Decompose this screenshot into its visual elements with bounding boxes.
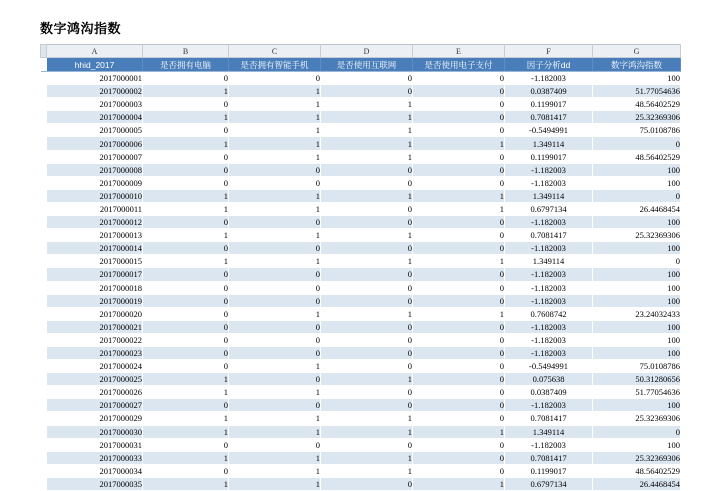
cell-has-smartphone[interactable]: 1 (229, 111, 321, 124)
cell-hhid[interactable]: 2017000030 (47, 425, 143, 438)
table-row[interactable] (41, 85, 681, 98)
cell-factor-dd[interactable]: 0.7081417 (505, 229, 593, 242)
cell-digital-divide-index[interactable]: 26.4468454 (593, 202, 681, 215)
table-row[interactable] (41, 124, 681, 137)
cell-has-smartphone[interactable]: 1 (229, 189, 321, 202)
cell-has-computer[interactable]: 0 (143, 268, 229, 281)
cell-uses-epayment[interactable]: 0 (413, 98, 505, 111)
cell-has-smartphone[interactable]: 0 (229, 281, 321, 294)
table-row[interactable] (41, 320, 681, 333)
table-row[interactable] (41, 477, 681, 490)
cell-has-smartphone[interactable]: 0 (229, 320, 321, 333)
cell-has-smartphone[interactable]: 1 (229, 150, 321, 163)
cell-digital-divide-index[interactable]: 100 (593, 216, 681, 229)
cell-uses-internet[interactable]: 1 (321, 189, 413, 202)
cell-hhid[interactable]: 2017000020 (47, 307, 143, 320)
cell-has-computer[interactable]: 0 (143, 307, 229, 320)
cell-hhid[interactable]: 2017000021 (47, 320, 143, 333)
table-row[interactable] (41, 373, 681, 386)
cell-digital-divide-index[interactable]: 25.32369306 (593, 111, 681, 124)
cell-hhid[interactable]: 2017000008 (47, 163, 143, 176)
cell-has-computer[interactable]: 1 (143, 255, 229, 268)
cell-uses-epayment[interactable]: 0 (413, 242, 505, 255)
cell-has-computer[interactable]: 0 (143, 346, 229, 359)
table-row[interactable] (41, 307, 681, 320)
cell-hhid[interactable]: 2017000022 (47, 333, 143, 346)
cell-factor-dd[interactable]: 1.349114 (505, 189, 593, 202)
cell-factor-dd[interactable]: 0.6797134 (505, 477, 593, 490)
cell-has-computer[interactable]: 0 (143, 124, 229, 137)
cell-has-computer[interactable]: 0 (143, 281, 229, 294)
cell-uses-internet[interactable]: 0 (321, 281, 413, 294)
cell-hhid[interactable]: 2017000025 (47, 373, 143, 386)
cell-has-smartphone[interactable]: 0 (229, 216, 321, 229)
header-uses-epayment: 是否使用电子支付 (413, 58, 505, 72)
cell-digital-divide-index[interactable]: 48.56402529 (593, 98, 681, 111)
cell-has-computer[interactable]: 1 (143, 477, 229, 490)
table-row[interactable] (41, 98, 681, 111)
cell-hhid[interactable]: 2017000031 (47, 438, 143, 451)
cell-factor-dd[interactable]: 1.349114 (505, 255, 593, 268)
cell-uses-epayment[interactable]: 0 (413, 229, 505, 242)
cell-factor-dd[interactable]: -1.182003 (505, 320, 593, 333)
cell-has-smartphone[interactable]: 0 (229, 294, 321, 307)
cell-uses-internet[interactable]: 0 (321, 85, 413, 98)
cell-uses-epayment[interactable]: 0 (413, 268, 505, 281)
table-row[interactable] (41, 294, 681, 307)
cell-digital-divide-index[interactable]: 48.56402529 (593, 150, 681, 163)
cell-has-smartphone[interactable]: 0 (229, 163, 321, 176)
cell-digital-divide-index[interactable]: 25.32369306 (593, 451, 681, 464)
cell-uses-epayment[interactable]: 0 (413, 320, 505, 333)
cell-has-computer[interactable]: 1 (143, 111, 229, 124)
cell-uses-internet[interactable]: 1 (321, 425, 413, 438)
cell-factor-dd[interactable]: 1.349114 (505, 425, 593, 438)
spreadsheet (40, 44, 680, 491)
cell-hhid[interactable]: 2017000029 (47, 412, 143, 425)
cell-has-computer[interactable]: 0 (143, 333, 229, 346)
cell-uses-epayment[interactable]: 0 (413, 85, 505, 98)
table-row[interactable] (41, 229, 681, 242)
cell-hhid[interactable]: 2017000026 (47, 386, 143, 399)
cell-has-smartphone[interactable]: 1 (229, 386, 321, 399)
cell-uses-internet[interactable]: 0 (321, 202, 413, 215)
table-row[interactable] (41, 189, 681, 202)
cell-uses-epayment[interactable]: 0 (413, 111, 505, 124)
cell-uses-internet[interactable]: 0 (321, 294, 413, 307)
cell-uses-epayment[interactable]: 1 (413, 477, 505, 490)
cell-has-computer[interactable]: 1 (143, 229, 229, 242)
cell-digital-divide-index[interactable]: 23.24032433 (593, 307, 681, 320)
table-row[interactable] (41, 333, 681, 346)
cell-has-computer[interactable]: 0 (143, 150, 229, 163)
cell-uses-epayment[interactable]: 0 (413, 163, 505, 176)
cell-hhid[interactable]: 2017000024 (47, 360, 143, 373)
cell-hhid[interactable]: 2017000014 (47, 242, 143, 255)
table-row[interactable] (41, 464, 681, 477)
cell-uses-internet[interactable]: 1 (321, 255, 413, 268)
cell-digital-divide-index[interactable]: 50.31280656 (593, 373, 681, 386)
cell-has-smartphone[interactable]: 1 (229, 202, 321, 215)
column-header-e[interactable]: E (413, 45, 505, 58)
cell-has-smartphone[interactable]: 1 (229, 307, 321, 320)
table-row[interactable] (41, 268, 681, 281)
cell-has-smartphone[interactable]: 0 (229, 373, 321, 386)
cell-has-computer[interactable]: 0 (143, 464, 229, 477)
table-header-row (41, 58, 681, 72)
cell-uses-internet[interactable]: 0 (321, 320, 413, 333)
column-header-f[interactable]: F (505, 45, 593, 58)
cell-uses-epayment[interactable]: 0 (413, 216, 505, 229)
cell-digital-divide-index[interactable]: 100 (593, 242, 681, 255)
cell-has-smartphone[interactable]: 0 (229, 176, 321, 189)
cell-uses-epayment[interactable]: 0 (413, 176, 505, 189)
column-header-g[interactable]: G (593, 45, 681, 58)
cell-has-smartphone[interactable]: 0 (229, 333, 321, 346)
cell-digital-divide-index[interactable]: 0 (593, 255, 681, 268)
cell-digital-divide-index[interactable]: 100 (593, 438, 681, 451)
cell-uses-internet[interactable]: 1 (321, 124, 413, 137)
cell-uses-internet[interactable]: 1 (321, 307, 413, 320)
cell-uses-epayment[interactable]: 0 (413, 281, 505, 294)
cell-has-computer[interactable]: 0 (143, 98, 229, 111)
cell-uses-epayment[interactable]: 0 (413, 346, 505, 359)
cell-digital-divide-index[interactable]: 100 (593, 281, 681, 294)
cell-uses-epayment[interactable]: 0 (413, 72, 505, 85)
header-has-computer: 是否拥有电脑 (143, 58, 229, 72)
table-row[interactable] (41, 255, 681, 268)
cell-hhid[interactable]: 2017000012 (47, 216, 143, 229)
cell-has-computer[interactable]: 1 (143, 202, 229, 215)
cell-has-smartphone[interactable]: 0 (229, 72, 321, 85)
cell-uses-epayment[interactable]: 0 (413, 464, 505, 477)
cell-factor-dd[interactable]: 0.6797134 (505, 202, 593, 215)
cell-has-computer[interactable]: 1 (143, 425, 229, 438)
cell-hhid[interactable]: 2017000018 (47, 281, 143, 294)
cell-has-smartphone[interactable]: 1 (229, 412, 321, 425)
cell-uses-internet[interactable]: 0 (321, 268, 413, 281)
cell-factor-dd[interactable]: -1.182003 (505, 346, 593, 359)
cell-uses-internet[interactable]: 1 (321, 373, 413, 386)
cell-has-smartphone[interactable]: 1 (229, 255, 321, 268)
cell-hhid[interactable]: 2017000027 (47, 399, 143, 412)
cell-has-smartphone[interactable]: 1 (229, 229, 321, 242)
table-row[interactable] (41, 216, 681, 229)
cell-factor-dd[interactable]: -1.182003 (505, 333, 593, 346)
cell-has-smartphone[interactable]: 0 (229, 399, 321, 412)
cell-uses-epayment[interactable]: 0 (413, 386, 505, 399)
table-row[interactable] (41, 242, 681, 255)
cell-hhid[interactable]: 2017000015 (47, 255, 143, 268)
cell-uses-epayment[interactable]: 0 (413, 438, 505, 451)
cell-uses-internet[interactable]: 1 (321, 150, 413, 163)
cell-has-smartphone[interactable]: 0 (229, 242, 321, 255)
cell-has-computer[interactable]: 1 (143, 189, 229, 202)
cell-uses-epayment[interactable]: 0 (413, 150, 505, 163)
table-row[interactable] (41, 111, 681, 124)
cell-digital-divide-index[interactable]: 25.32369306 (593, 229, 681, 242)
header-factor-dd: 因子分析dd (505, 58, 593, 72)
cell-has-smartphone[interactable]: 0 (229, 346, 321, 359)
cell-hhid[interactable]: 2017000013 (47, 229, 143, 242)
cell-uses-internet[interactable]: 0 (321, 399, 413, 412)
cell-digital-divide-index[interactable]: 51.77054636 (593, 85, 681, 98)
table-row[interactable] (41, 346, 681, 359)
cell-has-computer[interactable]: 1 (143, 137, 229, 150)
cell-has-computer[interactable]: 1 (143, 373, 229, 386)
cell-digital-divide-index[interactable]: 100 (593, 176, 681, 189)
cell-uses-internet[interactable]: 0 (321, 72, 413, 85)
cell-factor-dd[interactable]: -1.182003 (505, 268, 593, 281)
cell-uses-internet[interactable]: 1 (321, 98, 413, 111)
cell-factor-dd[interactable]: 0.7081417 (505, 412, 593, 425)
cell-has-smartphone[interactable]: 1 (229, 477, 321, 490)
cell-digital-divide-index[interactable]: 0 (593, 425, 681, 438)
cell-uses-internet[interactable]: 1 (321, 137, 413, 150)
cell-hhid[interactable]: 2017000017 (47, 268, 143, 281)
cell-uses-epayment[interactable]: 1 (413, 425, 505, 438)
cell-uses-epayment[interactable]: 0 (413, 399, 505, 412)
header-uses-internet: 是否使用互联网 (321, 58, 413, 72)
cell-digital-divide-index[interactable]: 75.0108786 (593, 360, 681, 373)
cell-factor-dd[interactable]: -0.5494991 (505, 360, 593, 373)
cell-has-smartphone[interactable]: 1 (229, 137, 321, 150)
spreadsheet-table (40, 44, 681, 491)
table-row[interactable] (41, 412, 681, 425)
cell-has-computer[interactable]: 0 (143, 176, 229, 189)
cell-digital-divide-index[interactable]: 51.77054636 (593, 386, 681, 399)
cell-has-smartphone[interactable]: 1 (229, 464, 321, 477)
cell-factor-dd[interactable]: -1.182003 (505, 72, 593, 85)
cell-has-smartphone[interactable]: 0 (229, 268, 321, 281)
cell-has-computer[interactable]: 0 (143, 216, 229, 229)
cell-uses-epayment[interactable]: 1 (413, 202, 505, 215)
cell-factor-dd[interactable]: -1.182003 (505, 176, 593, 189)
cell-digital-divide-index[interactable]: 100 (593, 294, 681, 307)
table-row[interactable] (41, 360, 681, 373)
cell-uses-epayment[interactable]: 0 (413, 124, 505, 137)
cell-uses-internet[interactable]: 0 (321, 333, 413, 346)
cell-has-computer[interactable]: 0 (143, 242, 229, 255)
cell-has-smartphone[interactable]: 1 (229, 124, 321, 137)
column-header-b[interactable]: B (143, 45, 229, 58)
cell-uses-internet[interactable]: 0 (321, 438, 413, 451)
cell-uses-internet[interactable]: 1 (321, 451, 413, 464)
cell-factor-dd[interactable]: -1.182003 (505, 399, 593, 412)
cell-hhid[interactable]: 2017000009 (47, 176, 143, 189)
cell-uses-internet[interactable]: 1 (321, 464, 413, 477)
cell-hhid[interactable]: 2017000007 (47, 150, 143, 163)
cell-has-computer[interactable]: 0 (143, 72, 229, 85)
cell-hhid[interactable]: 2017000003 (47, 98, 143, 111)
cell-hhid[interactable]: 2017000034 (47, 464, 143, 477)
cell-uses-epayment[interactable]: 0 (413, 294, 505, 307)
cell-factor-dd[interactable]: -0.5494991 (505, 124, 593, 137)
cell-factor-dd[interactable]: 0.7608742 (505, 307, 593, 320)
cell-digital-divide-index[interactable]: 100 (593, 333, 681, 346)
cell-uses-internet[interactable]: 1 (321, 111, 413, 124)
cell-uses-epayment[interactable]: 1 (413, 137, 505, 150)
cell-hhid[interactable]: 2017000033 (47, 451, 143, 464)
cell-digital-divide-index[interactable]: 48.56402529 (593, 464, 681, 477)
cell-digital-divide-index[interactable]: 100 (593, 163, 681, 176)
header-digital-divide-index: 数字鸿沟指数 (593, 58, 681, 72)
table-row[interactable] (41, 202, 681, 215)
cell-has-computer[interactable]: 0 (143, 438, 229, 451)
cell-factor-dd[interactable]: 0.1199017 (505, 464, 593, 477)
cell-uses-epayment[interactable]: 1 (413, 307, 505, 320)
spreadsheet-body (41, 45, 681, 491)
cell-hhid[interactable]: 2017000004 (47, 111, 143, 124)
column-letter-row (41, 45, 681, 58)
header-hhid: hhid_2017 (47, 58, 143, 72)
cell-factor-dd[interactable]: -1.182003 (505, 438, 593, 451)
cell-hhid[interactable]: 2017000023 (47, 346, 143, 359)
table-row[interactable] (41, 137, 681, 150)
cell-hhid[interactable]: 2017000035 (47, 477, 143, 490)
cell-has-smartphone[interactable]: 1 (229, 98, 321, 111)
cell-digital-divide-index[interactable]: 0 (593, 189, 681, 202)
page-title: 数字鸿沟指数 (40, 21, 122, 36)
cell-has-smartphone[interactable]: 0 (229, 438, 321, 451)
cell-factor-dd[interactable]: -1.182003 (505, 281, 593, 294)
cell-uses-epayment[interactable]: 0 (413, 412, 505, 425)
cell-has-computer[interactable]: 0 (143, 399, 229, 412)
cell-uses-internet[interactable]: 0 (321, 477, 413, 490)
cell-uses-epayment[interactable]: 0 (413, 360, 505, 373)
cell-digital-divide-index[interactable]: 100 (593, 346, 681, 359)
cell-digital-divide-index[interactable]: 100 (593, 268, 681, 281)
cell-has-computer[interactable]: 0 (143, 163, 229, 176)
cell-digital-divide-index[interactable]: 100 (593, 320, 681, 333)
table-row[interactable] (41, 386, 681, 399)
cell-uses-epayment[interactable]: 0 (413, 451, 505, 464)
cell-uses-internet[interactable]: 0 (321, 360, 413, 373)
cell-has-computer[interactable]: 1 (143, 85, 229, 98)
cell-factor-dd[interactable]: 0.1199017 (505, 150, 593, 163)
cell-has-computer[interactable]: 0 (143, 360, 229, 373)
table-row[interactable] (41, 176, 681, 189)
cell-uses-internet[interactable]: 0 (321, 386, 413, 399)
cell-hhid[interactable]: 2017000005 (47, 124, 143, 137)
cell-has-computer[interactable]: 1 (143, 412, 229, 425)
cell-factor-dd[interactable]: -1.182003 (505, 163, 593, 176)
table-row[interactable] (41, 425, 681, 438)
cell-has-smartphone[interactable]: 1 (229, 85, 321, 98)
cell-factor-dd[interactable]: 0.7081417 (505, 111, 593, 124)
column-header-a[interactable]: A (47, 45, 143, 58)
cell-factor-dd[interactable]: -1.182003 (505, 242, 593, 255)
cell-hhid[interactable]: 2017000019 (47, 294, 143, 307)
table-row[interactable] (41, 150, 681, 163)
cell-hhid[interactable]: 2017000002 (47, 85, 143, 98)
cell-factor-dd[interactable]: 1.349114 (505, 137, 593, 150)
cell-digital-divide-index[interactable]: 0 (593, 137, 681, 150)
table-row[interactable] (41, 163, 681, 176)
cell-uses-internet[interactable]: 1 (321, 229, 413, 242)
cell-digital-divide-index[interactable]: 100 (593, 72, 681, 85)
cell-uses-epayment[interactable]: 1 (413, 189, 505, 202)
cell-factor-dd[interactable]: 0.0387409 (505, 386, 593, 399)
cell-uses-internet[interactable]: 0 (321, 346, 413, 359)
cell-uses-internet[interactable]: 0 (321, 163, 413, 176)
table-row[interactable] (41, 399, 681, 412)
cell-uses-epayment[interactable]: 0 (413, 373, 505, 386)
cell-digital-divide-index[interactable]: 75.0108786 (593, 124, 681, 137)
cell-digital-divide-index[interactable]: 100 (593, 399, 681, 412)
cell-has-computer[interactable]: 0 (143, 320, 229, 333)
cell-factor-dd[interactable]: -1.182003 (505, 216, 593, 229)
cell-factor-dd[interactable]: 0.1199017 (505, 98, 593, 111)
cell-factor-dd[interactable]: 0.7081417 (505, 451, 593, 464)
table-row[interactable] (41, 451, 681, 464)
cell-factor-dd[interactable]: -1.182003 (505, 294, 593, 307)
cell-hhid[interactable]: 2017000001 (47, 72, 143, 85)
cell-has-computer[interactable]: 1 (143, 386, 229, 399)
cell-factor-dd[interactable]: 0.075638 (505, 373, 593, 386)
cell-uses-internet[interactable]: 1 (321, 412, 413, 425)
cell-uses-internet[interactable]: 0 (321, 216, 413, 229)
table-row[interactable] (41, 281, 681, 294)
header-has-smartphone: 是否拥有智能手机 (229, 58, 321, 72)
cell-has-smartphone[interactable]: 1 (229, 360, 321, 373)
column-header-c[interactable]: C (229, 45, 321, 58)
cell-has-computer[interactable]: 0 (143, 294, 229, 307)
cell-digital-divide-index[interactable]: 26.4468454 (593, 477, 681, 490)
cell-hhid[interactable]: 2017000011 (47, 202, 143, 215)
cell-has-smartphone[interactable]: 1 (229, 425, 321, 438)
cell-uses-epayment[interactable]: 0 (413, 333, 505, 346)
cell-has-computer[interactable]: 1 (143, 451, 229, 464)
column-header-d[interactable]: D (321, 45, 413, 58)
cell-has-smartphone[interactable]: 1 (229, 451, 321, 464)
table-row[interactable] (41, 72, 681, 85)
cell-hhid[interactable]: 2017000010 (47, 189, 143, 202)
cell-factor-dd[interactable]: 0.0387409 (505, 85, 593, 98)
table-row[interactable] (41, 438, 681, 451)
cell-uses-epayment[interactable]: 1 (413, 255, 505, 268)
cell-hhid[interactable]: 2017000006 (47, 137, 143, 150)
cell-digital-divide-index[interactable]: 25.32369306 (593, 412, 681, 425)
cell-uses-internet[interactable]: 0 (321, 242, 413, 255)
cell-uses-internet[interactable]: 0 (321, 176, 413, 189)
